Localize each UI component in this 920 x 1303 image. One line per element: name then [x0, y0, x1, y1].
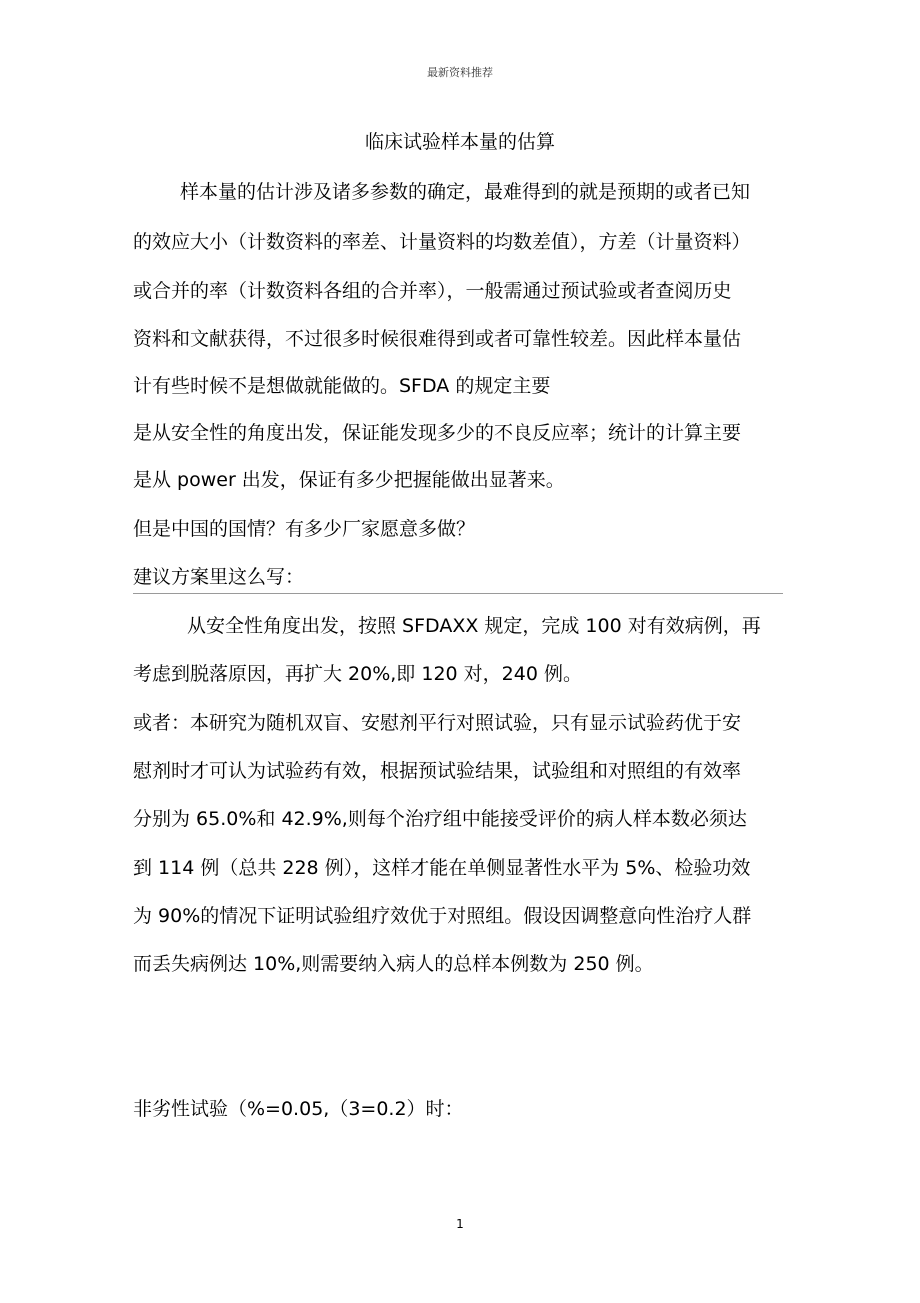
paragraph-line: 样本量的估计涉及诸多参数的确定，最难得到的就是预期的或者已知	[180, 181, 751, 203]
question-line: 但是中国的国情？有多少厂家愿意多做？	[133, 518, 476, 540]
paragraph-line: 从安全性角度出发，按照 SFDAXX 规定，完成 100 对有效病例，再	[187, 615, 761, 637]
paragraph-line: 或合并的率（计数资料各组的合并率），一般需通过预试验或者查阅历史	[133, 280, 732, 302]
paragraph-line: 的效应大小（计数资料的率差、计量资料的均数差值），方差（计量资料）	[133, 231, 751, 253]
paragraph-line: 资料和文献获得，不过很多时候很难得到或者可靠性较差。因此样本量估	[133, 328, 742, 350]
noninferiority-line: 非劣性试验（%=0.05,（3=0.2）时：	[133, 1098, 464, 1120]
paragraph-line: 是从 power 出发，保证有多少把握能做出显著来。	[133, 469, 565, 491]
horizontal-rule	[133, 593, 783, 594]
suggestion-line: 建议方案里这么写：	[133, 566, 305, 588]
paragraph-line: 而丢失病例达 10%,则需要纳入病人的总样本例数为 250 例。	[133, 953, 654, 975]
document-title: 临床试验样本量的估算	[364, 131, 555, 153]
page-header: 最新资料推荐	[427, 66, 493, 79]
paragraph-line: 分别为 65.0%和 42.9%,则每个治疗组中能接受评价的病人样本数必须达	[133, 808, 747, 830]
paragraph-line: 慰剂时才可认为试验药有效，根据预试验结果，试验组和对照组的有效率	[133, 760, 742, 782]
paragraph-line: 为 90%的情况下证明试验组疗效优于对照组。假设因调整意向性治疗人群	[133, 905, 752, 927]
page-number: 1	[456, 1217, 464, 1231]
paragraph-line: 或者：本研究为随机双盲、安慰剂平行对照试验，只有显示试验药优于安	[133, 712, 742, 734]
paragraph-line: 计有些时候不是想做就能做的。SFDA 的规定主要	[133, 375, 551, 397]
paragraph-line: 到 114 例（总共 228 例），这样才能在单侧显著性水平为 5%、检验功效	[133, 857, 751, 879]
paragraph-line: 是从安全性的角度出发，保证能发现多少的不良反应率；统计的计算主要	[133, 422, 742, 444]
paragraph-line: 考虑到脱落原因，再扩大 20%,即 120 对，240 例。	[133, 663, 582, 685]
